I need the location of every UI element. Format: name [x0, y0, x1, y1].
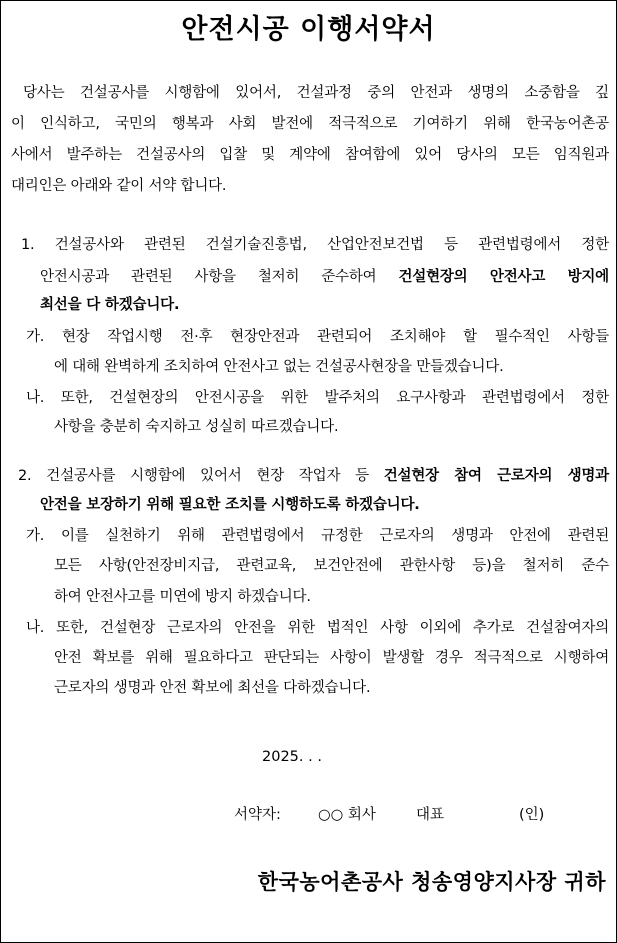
- sub-item-line: 가. 현장 작업시행 전·후 현장안전과 관련되어 조치해야 할 필수적인 사항들: [26, 329, 609, 345]
- intro-line: 사에서 발주하는 건설공사의 입찰 및 계약에 참여함에 있어 당사의 모든 임직원과: [11, 147, 609, 163]
- item-emphasis: 안전을 보장하기 위해 필요한 조치를 시행하도록 하겠습니다.: [40, 497, 420, 513]
- item-emphasis: 최선을 다 하겠습니다.: [40, 297, 180, 313]
- item-line: [40, 495, 420, 515]
- company-name: ○○ 회사: [318, 807, 376, 823]
- sub-item-line: 에 대해 완벽하게 조치하여 안전사고 없는 건설공사현장을 만들겠습니다.: [54, 359, 504, 375]
- item-text: 안전시공과 관련된 사항을 철저히 준수하여: [40, 269, 399, 285]
- document-title: 안전시공 이행서약서: [181, 14, 436, 45]
- item-emphasis: 건설현장 참여 근로자의 생명과: [383, 468, 609, 484]
- sub-item-line: 사항을 충분히 숙지하고 성실히 따르겠습니다.: [54, 419, 339, 435]
- intro-line: 당사는 건설공사를 시행함에 있어서, 건설과정 중의 안전과 생명의 소중함을 깊: [23, 85, 609, 101]
- seal-mark: (인): [519, 807, 545, 823]
- sub-item-line: 근로자의 생명과 안전 확보에 최선을 다하겠습니다.: [54, 680, 371, 696]
- item-emphasis: 건설현장의 안전사고 방지에: [398, 269, 609, 285]
- item-line: [18, 466, 609, 486]
- intro-line: 이 인식하고, 국민의 행복과 사회 발전에 적극적으로 기여하기 위해 한국농어촌공: [11, 116, 609, 132]
- item-line: [40, 267, 609, 287]
- addressee: 한국농어촌공사 청송영양지사장 귀하: [257, 870, 606, 894]
- signer-label: 서약자:: [234, 807, 281, 823]
- item-line: [40, 295, 179, 315]
- representative-label: 대표: [416, 807, 445, 823]
- sub-item-line: 모든 사항(안전장비지급, 관련교육, 보건안전에 관한사항 등)을 철저히 준수: [54, 558, 609, 574]
- sub-item-line: 안전 확보를 위해 필요하다고 판단되는 사항이 발생할 경우 적극적으로 시행하여: [54, 650, 609, 666]
- sub-item-line: 나. 또한, 건설현장의 안전시공을 위한 발주처의 요구사항과 관련법령에서 정한: [26, 390, 609, 406]
- date-line: 2025. . .: [262, 749, 322, 765]
- sub-item-line: 하여 안전사고를 미연에 방지 하겠습니다.: [54, 589, 311, 605]
- item-text: 2. 건설공사를 시행함에 있어서 현장 작업자 등: [18, 468, 384, 484]
- sub-item-line: 가. 이를 실천하기 위해 관련법령에서 규정한 근로자의 생명과 안전에 관련된: [26, 528, 609, 544]
- item-line: 1. 건설공사와 관련된 건설기술진흥법, 산업안전보건법 등 관련법령에서 정한: [21, 237, 609, 253]
- sub-item-line: 나. 또한, 건설현장 근로자의 안전을 위한 법적인 사항 이외에 추가로 건설참여자의: [26, 620, 609, 636]
- intro-line: 대리인은 아래와 같이 서약 합니다.: [11, 178, 227, 194]
